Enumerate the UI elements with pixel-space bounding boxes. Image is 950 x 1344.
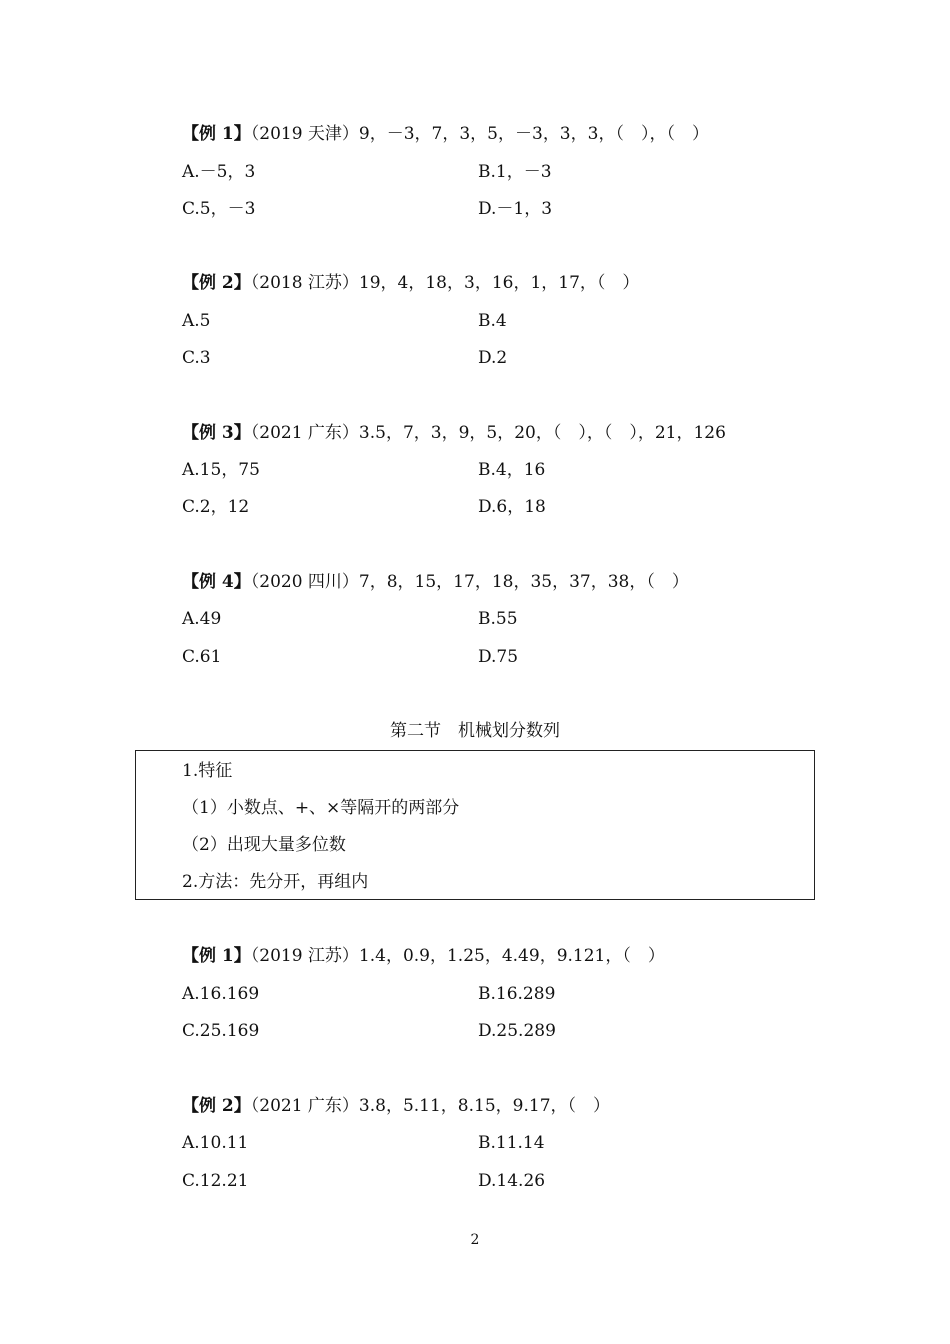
option-b: B.4: [478, 311, 507, 331]
option-d: D.14.26: [478, 1171, 546, 1191]
box-line: （2）出现大量多位数: [182, 835, 346, 855]
option-b: B.1，－3: [478, 162, 552, 182]
option-c: C.61: [182, 647, 222, 667]
question-stem: [182, 273, 639, 293]
option-c: C.2，12: [182, 497, 250, 517]
question-tag: 【例 2】: [182, 1096, 251, 1116]
option-b: B.11.14: [478, 1133, 545, 1153]
question-tag: 【例 1】: [182, 946, 251, 966]
option-b: B.55: [478, 609, 518, 629]
option-a: A.16.169: [182, 984, 260, 1004]
option-c: C.3: [182, 348, 211, 368]
question-tag: 【例 1】: [182, 124, 251, 144]
option-d: D.25.289: [478, 1021, 556, 1041]
question-text: （2019 天津）9，－3，7，3，5，－3，3，3，（ ），（ ）: [250, 124, 709, 144]
box-line: （1）小数点、+、×等隔开的两部分: [182, 798, 460, 818]
option-a: A.49: [182, 609, 222, 629]
question-text: （2020 四川）7，8，15，17，18，35，37，38，（ ）: [250, 572, 689, 592]
option-a: A.5: [182, 311, 211, 331]
question-tag: 【例 3】: [182, 423, 251, 443]
option-d: D.75: [478, 647, 519, 667]
question-text: （2021 广东）3.8，5.11，8.15，9.17，（ ）: [250, 1096, 611, 1116]
page-number: 2: [470, 1232, 480, 1248]
question-text: （2021 广东）3.5，7，3，9，5，20，（ ），（ ），21，126: [250, 423, 726, 443]
question-tag: 【例 4】: [182, 572, 251, 592]
option-a: A.－5，3: [182, 162, 256, 182]
option-c: C.5，－3: [182, 199, 256, 219]
option-b: B.16.289: [478, 984, 556, 1004]
question-text: （2018 江苏）19，4，18，3，16，1，17，（ ）: [250, 273, 640, 293]
question-stem: [182, 946, 665, 966]
option-a: A.10.11: [182, 1133, 249, 1153]
question-stem: [182, 423, 726, 443]
option-c: C.25.169: [182, 1021, 260, 1041]
box-line: 1.特征: [182, 761, 233, 781]
question-text: （2019 江苏）1.4，0.9，1.25，4.49，9.121，（ ）: [250, 946, 665, 966]
question-stem: [182, 572, 689, 592]
option-a: A.15，75: [182, 460, 260, 480]
section-title: 第二节 机械划分数列: [390, 721, 560, 741]
method-box: [135, 750, 815, 900]
option-d: D.2: [478, 348, 508, 368]
option-d: D.6，18: [478, 497, 546, 517]
question-stem: [182, 124, 709, 144]
question-stem: [182, 1096, 610, 1116]
option-b: B.4，16: [478, 460, 546, 480]
question-tag: 【例 2】: [182, 273, 251, 293]
option-c: C.12.21: [182, 1171, 249, 1191]
option-d: D.－1，3: [478, 199, 553, 219]
box-line: 2.方法：先分开，再组内: [182, 872, 369, 892]
